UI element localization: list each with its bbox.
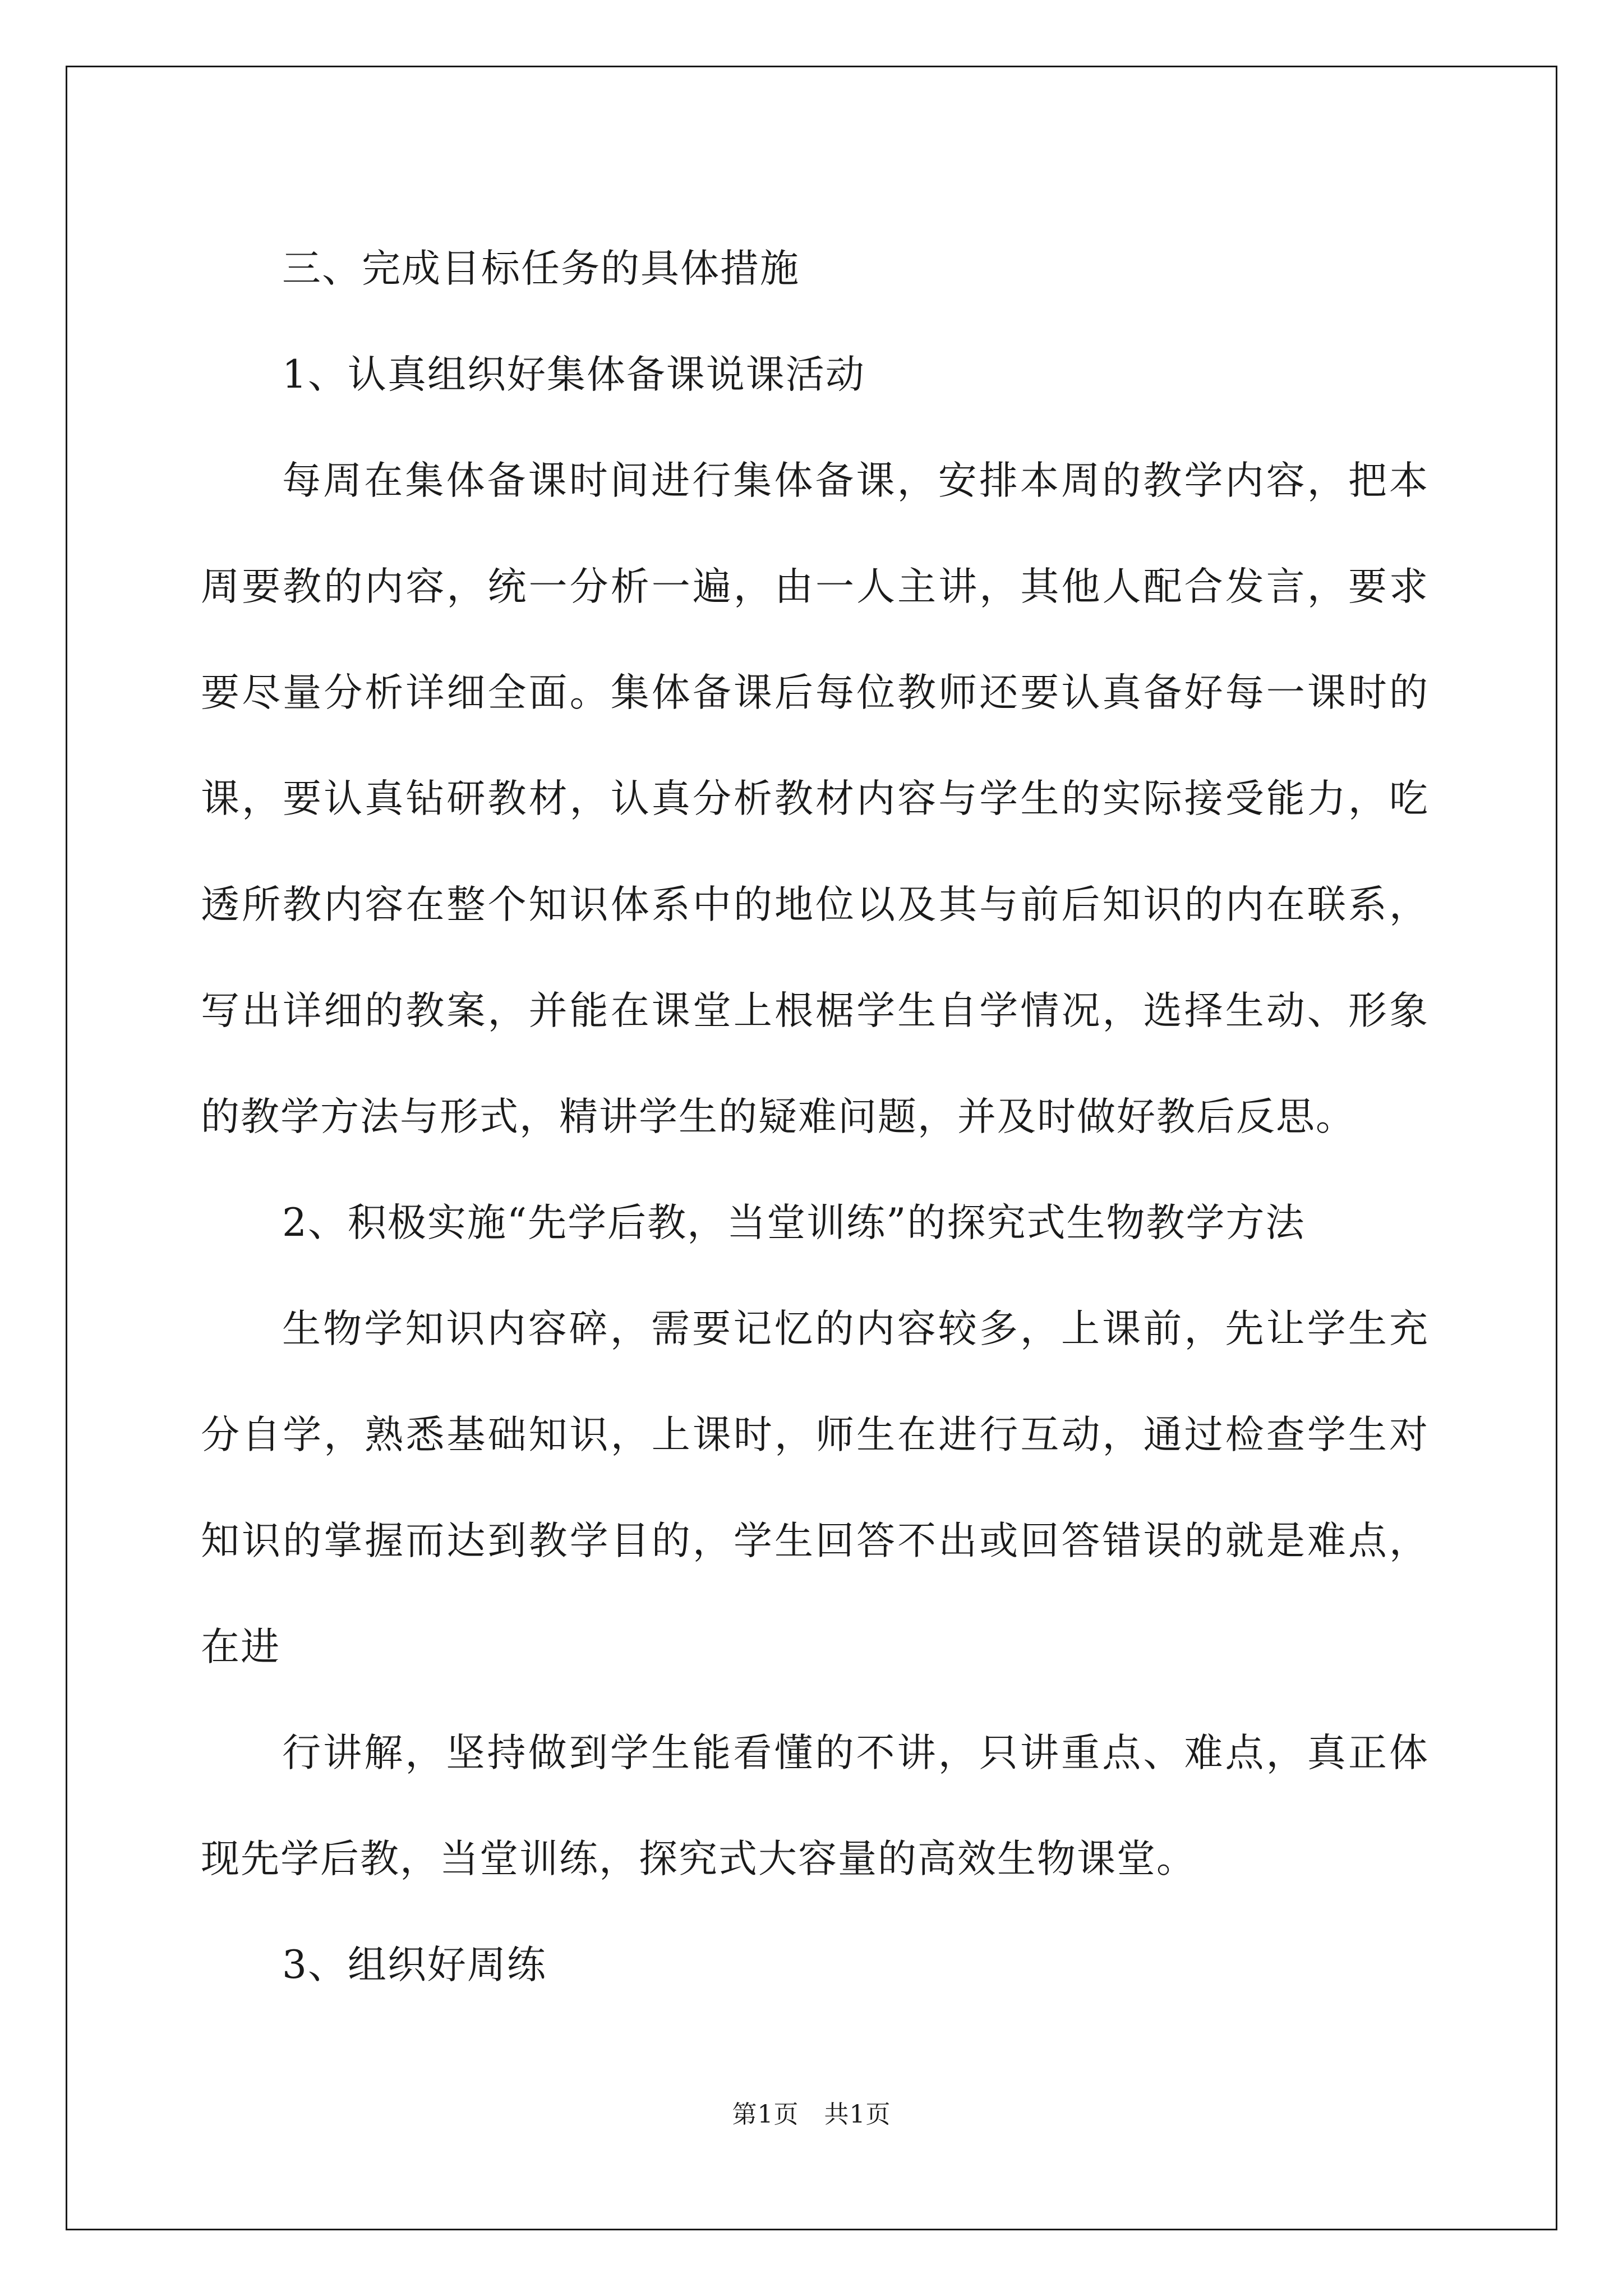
paragraph-1: 每周在集体备课时间进行集体备课，安排本周的教学内容，把本周要教的内容，统一分析一遍，由一人主讲，其他人配合发言，要求要尽量分析详细全面。集体备课后每位教师还要认真备好每一课时的课，要认真钻研教材，认真分析教材内容与学生的实际接受能力，吃透所教内容在整个知识体系中的地位以及其与前后知识的内在联系，写出详细的教案，并能在课堂上根椐学生自学情况，选择生动、形象的教学方法与形式，精讲学生的疑难问题，并及时做好教后反思。 bbox=[201, 458, 1429, 1139]
section-heading: 三、完成目标任务的具体措施 bbox=[282, 246, 800, 291]
paragraph-3: 行讲解，坚持做到学生能看懂的不讲，只讲重点、难点，真正体现先学后教，当堂训练，探究式大容量的高效生物课堂。 bbox=[201, 1731, 1429, 1881]
subheading-1: 1、认真组织好集体备课说课活动 bbox=[282, 352, 865, 397]
subheading-2: 2、积极实施“先学后教，当堂训练”的探究式生物教学方法 bbox=[282, 1200, 1306, 1245]
page-footer: 第1页 共1页 bbox=[732, 2100, 891, 2129]
subheading-3: 3、组织好周练 bbox=[282, 1943, 547, 1987]
document-body bbox=[201, 216, 1429, 2018]
paragraph-2: 生物学知识内容碎，需要记忆的内容较多，上课前，先让学生充分自学，熟悉基础知识，上课时，师生在进行互动，通过检查学生对知识的掌握而达到教学目的，学生回答不出或回答错误的就是难点，在进 bbox=[201, 1306, 1429, 1669]
